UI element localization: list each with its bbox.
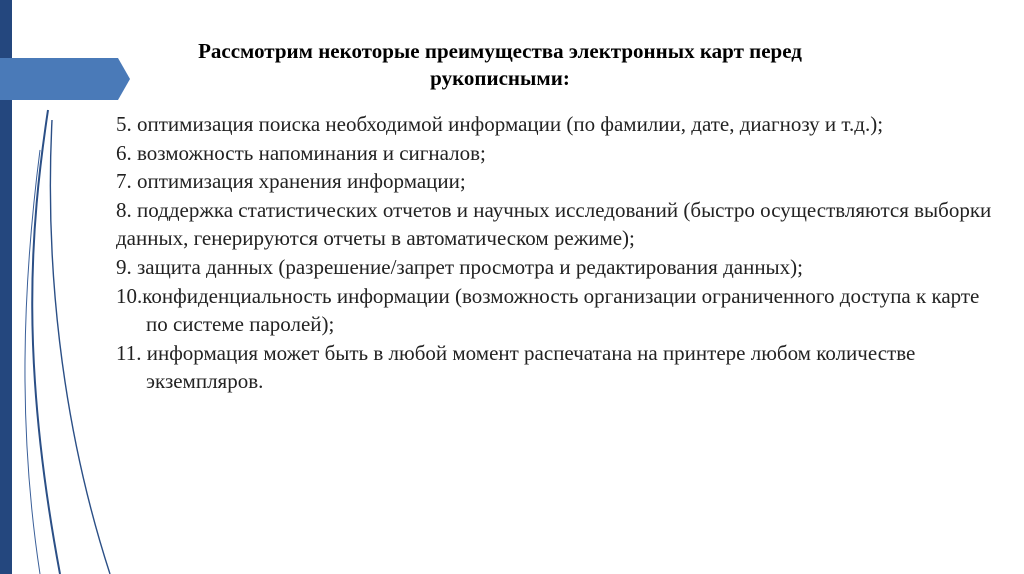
- slide-title-line-1: Рассмотрим некоторые преимущества электронных карт перед: [198, 39, 802, 63]
- advantages-list: [116, 110, 996, 396]
- list-item-7: 7. оптимизация хранения информации;: [116, 169, 466, 194]
- list-item-10: 10.конфиденциальность информации (возможность организации ограниченного доступа к карте по системе паролей);: [116, 283, 980, 337]
- title-tab-shape: [0, 58, 130, 100]
- list-item-8: 8. поддержка статистических отчетов и научных исследований (быстро осуществляются выборки данных, генерируются отчеты в автоматическом режиме);: [116, 197, 992, 251]
- list-item-6: 6. возможность напоминания и сигналов;: [116, 140, 486, 165]
- list-item-9: 9. защита данных (разрешение/запрет просмотра и редактирования данных);: [116, 254, 803, 279]
- list-item-11: 11. информация может быть в любой момент распечатана на принтере любом количестве экземпляров.: [116, 340, 916, 394]
- curve-line-3: [25, 150, 40, 574]
- curve-line-2: [50, 120, 110, 574]
- slide-title-line-2: рукописными:: [430, 66, 570, 90]
- slide-title: [120, 38, 880, 92]
- list-item-5: 5. оптимизация поиска необходимой информации (по фамилии, дате, диагнозу и т.д.);: [116, 112, 884, 136]
